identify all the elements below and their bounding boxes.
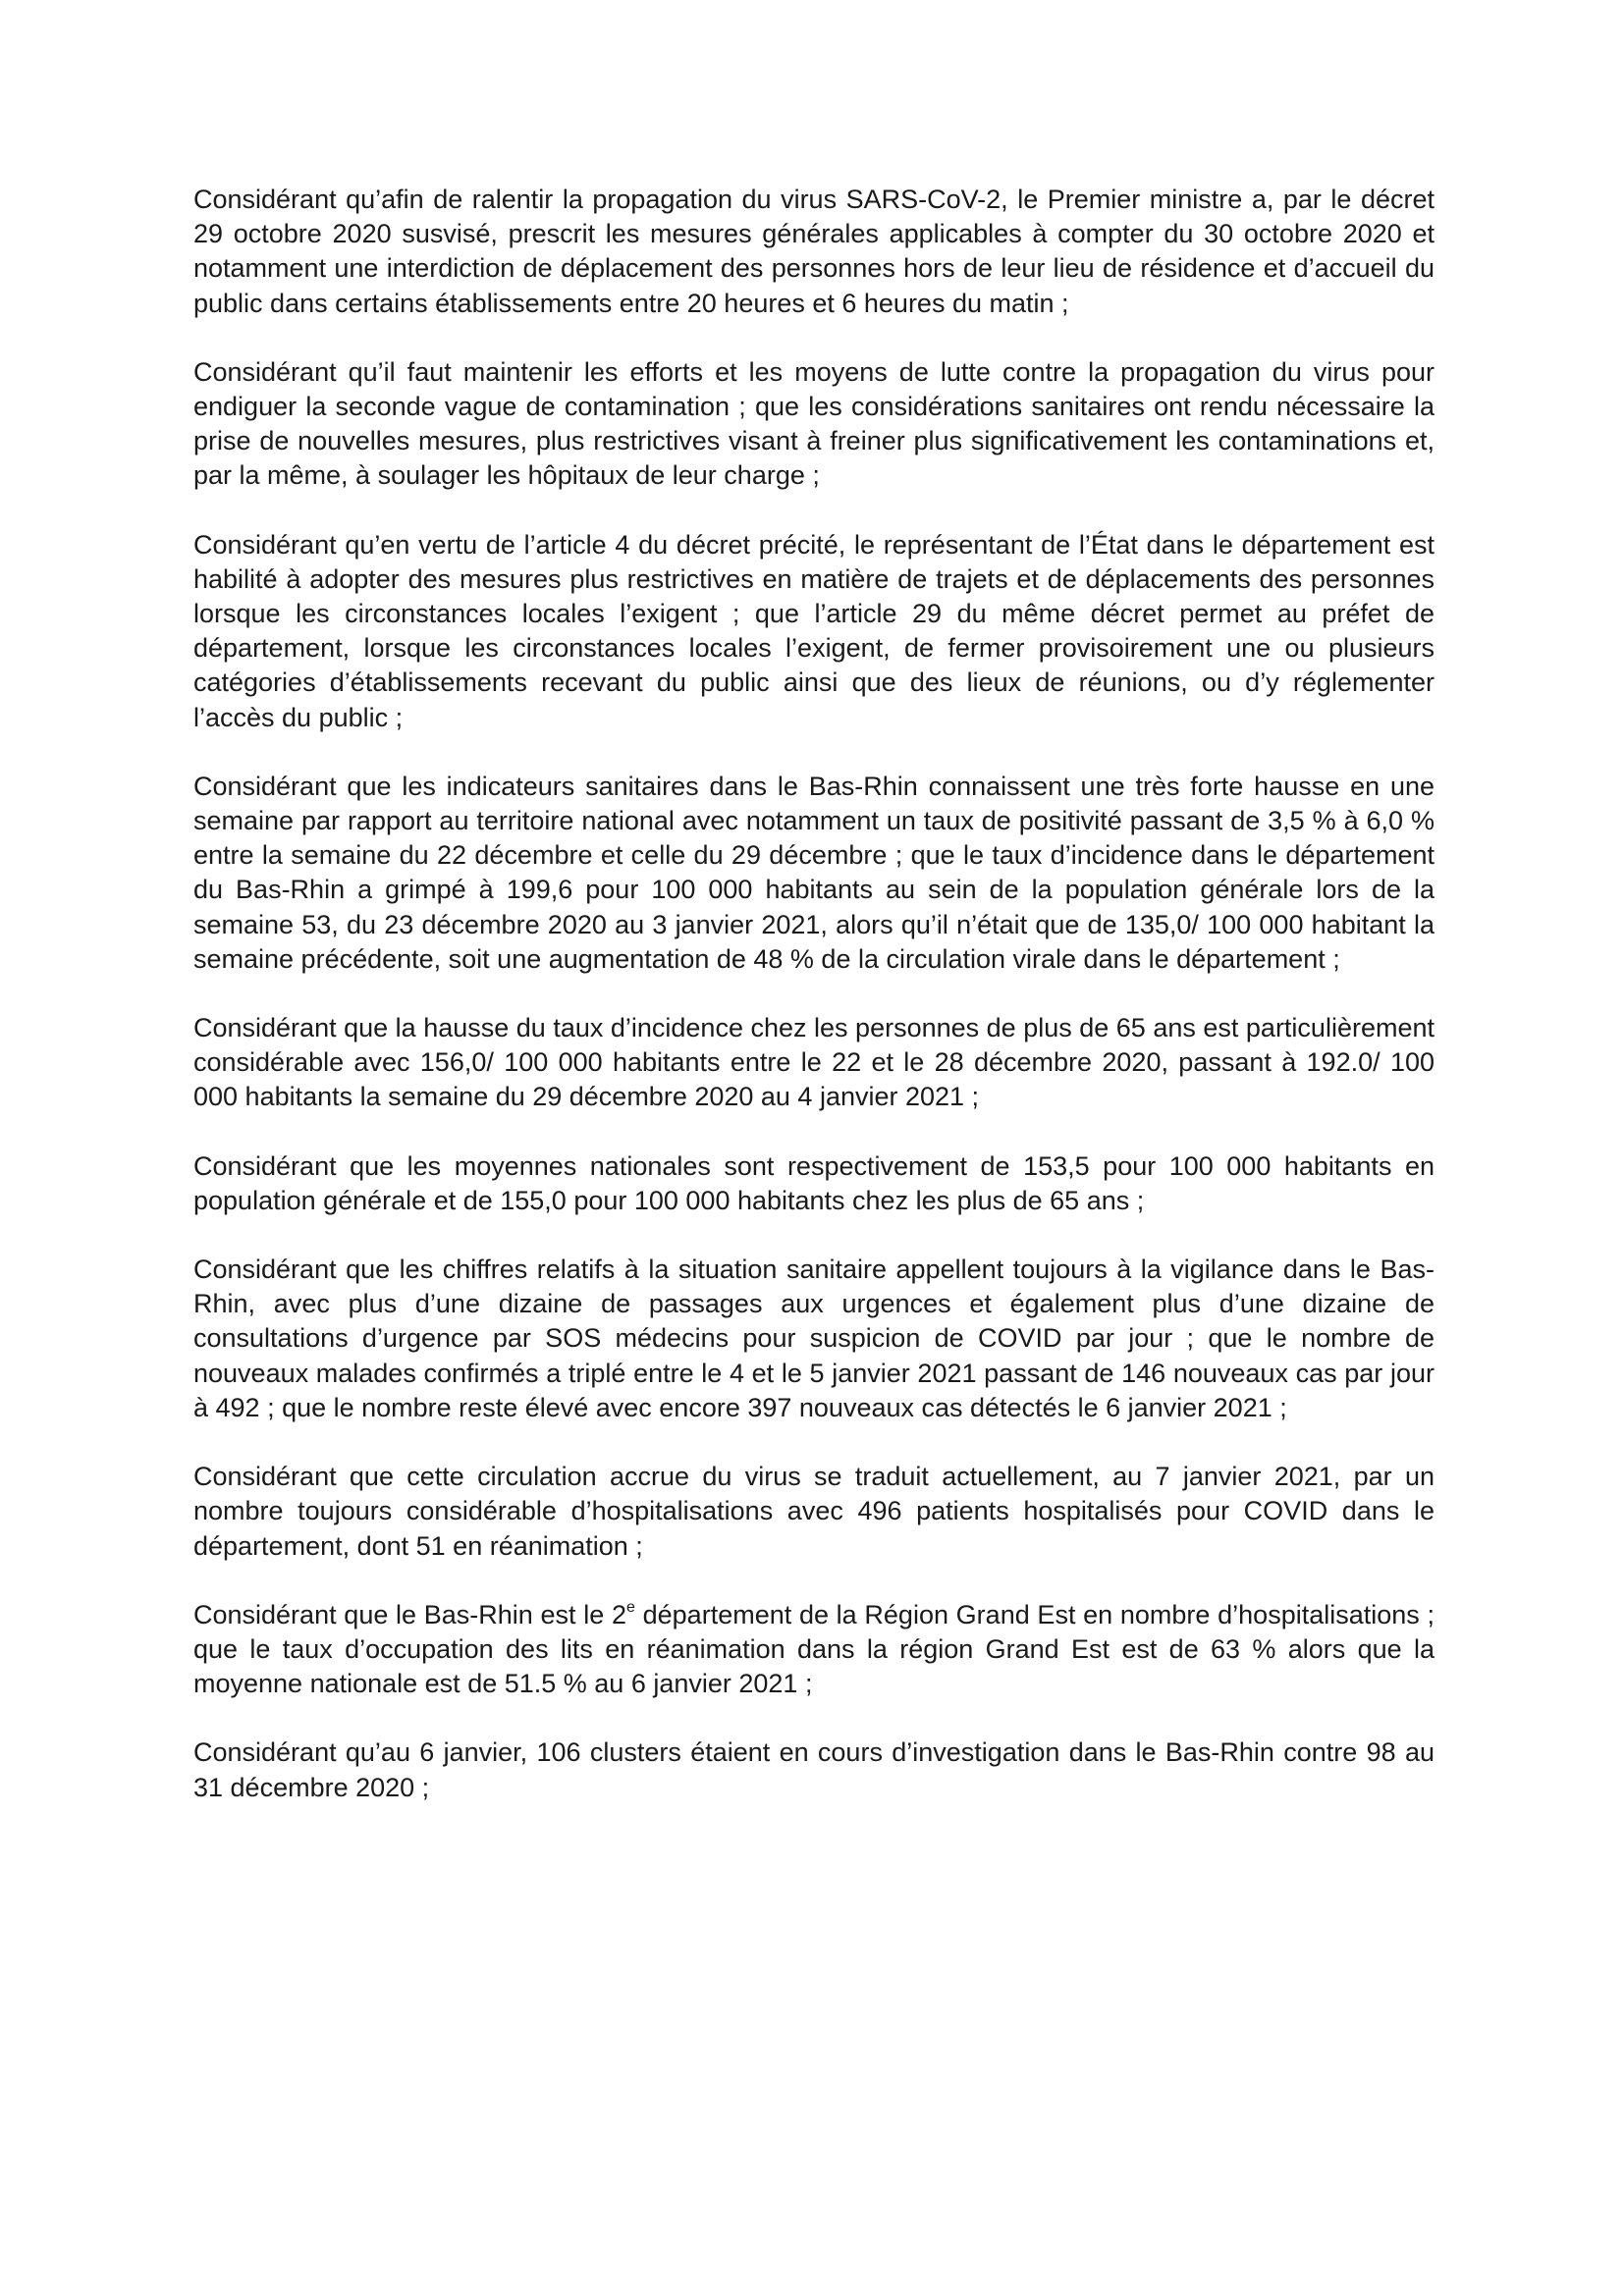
paragraph-considerant-2: Considérant qu’il faut maintenir les efforts et les moyens de lutte contre la propagation du virus pour endiguer la seconde vague de contamination ; que les considérations sanitaires ont rendu nécessaire la prise de nouvelles mesures, plus restrictives visant à freiner plus significativement les contaminations et, par la même, à soulager les hôpitaux de leur charge ; bbox=[193, 356, 1435, 491]
paragraph-considerant-10: Considérant qu’au 6 janvier, 106 clusters étaient en cours d’investigation dans le Bas-Rhin contre 98 au 31 décembre 2020 ; bbox=[193, 1737, 1435, 1802]
paragraph-considerant-6: Considérant que les moyennes nationales sont respectivement de 153,5 pour 100 000 habitants en population générale et de 155,0 pour 100 000 habitants chez les plus de 65 ans ; bbox=[193, 1150, 1435, 1215]
paragraph-considerant-9 bbox=[193, 1598, 1435, 1702]
paragraph-text-after: département de la Région Grand Est en nombre d’hospitalisations ; que le taux d’occupation des lits en réanimation dans la région Grand Est est de 63 % alors que la moyenne nationale est de 51.5 % au 6 janvier 2021 ; bbox=[193, 1599, 1435, 1699]
ordinal-superscript: e bbox=[626, 1598, 635, 1616]
paragraph-considerant-8: Considérant que cette circulation accrue du virus se traduit actuellement, au 7 janvier 2021, par un nombre toujours considérable d’hospitalisations avec 496 patients hospitalisés pour COVID dans le département, dont 51 en réanimation ; bbox=[193, 1462, 1435, 1561]
paragraph-considerant-7: Considérant que les chiffres relatifs à la situation sanitaire appellent toujours à la vigilance dans le Bas-Rhin, avec plus d’une dizaine de passages aux urgences et également plus d’une dizaine de consultations d’urgence par SOS médecins pour suspicion de COVID par jour ; que le nombre de nouveaux malades confirmés a triplé entre le 4 et le 5 janvier 2021 passant de 146 nouveaux cas par jour à 492 ; que le nombre reste élevé avec encore 397 nouveaux cas détectés le 6 janvier 2021 ; bbox=[193, 1255, 1435, 1422]
paragraph-text-before: Considérant que le Bas-Rhin est le 2 bbox=[193, 1599, 627, 1629]
document-body bbox=[193, 183, 1435, 1805]
paragraph-considerant-5: Considérant que la hausse du taux d’incidence chez les personnes de plus de 65 ans est particulièrement considérable avec 156,0/ 100 000 habitants entre le 22 et le 28 décembre 2020, passant à 192.0/ 100 000 habitants la semaine du 29 décembre 2020 au 4 janvier 2021 ; bbox=[193, 1013, 1435, 1112]
paragraph-considerant-1: Considérant qu’afin de ralentir la propagation du virus SARS-CoV-2, le Premier ministre a, par le décret 29 octobre 2020 susvisé, prescrit les mesures générales applicables à compter du 30 octobre 2020 et notamment une interdiction de déplacement des personnes hors de leur lieu de résidence et d’accueil du public dans certains établissements entre 20 heures et 6 heures du matin ; bbox=[193, 185, 1435, 318]
paragraph-considerant-3: Considérant qu’en vertu de l’article 4 du décret précité, le représentant de l’État dans le département est habilité à adopter des mesures plus restrictives en matière de trajets et de déplacements des personnes lorsque les circonstances locales l’exigent ; que l’article 29 du même décret permet au préfet de département, lorsque les circonstances locales l’exigent, de fermer provisoirement une ou plusieurs catégories d’établissements recevant du public ainsi que des lieux de réunions, ou d’y réglementer l’accès du public ; bbox=[193, 529, 1435, 732]
paragraph-considerant-4: Considérant que les indicateurs sanitaires dans le Bas-Rhin connaissent une très forte hausse en une semaine par rapport au territoire national avec notamment un taux de positivité passant de 3,5 % à 6,0 % entre la semaine du 22 décembre et celle du 29 décembre ; que le taux d’incidence dans le département du Bas-Rhin a grimpé à 199,6 pour 100 000 habitants au sein de la population générale lors de la semaine 53, du 23 décembre 2020 au 3 janvier 2021, alors qu’il n’était que de 135,0/ 100 000 habitant la semaine précédente, soit une augmentation de 48 % de la circulation virale dans le département ; bbox=[193, 771, 1435, 974]
